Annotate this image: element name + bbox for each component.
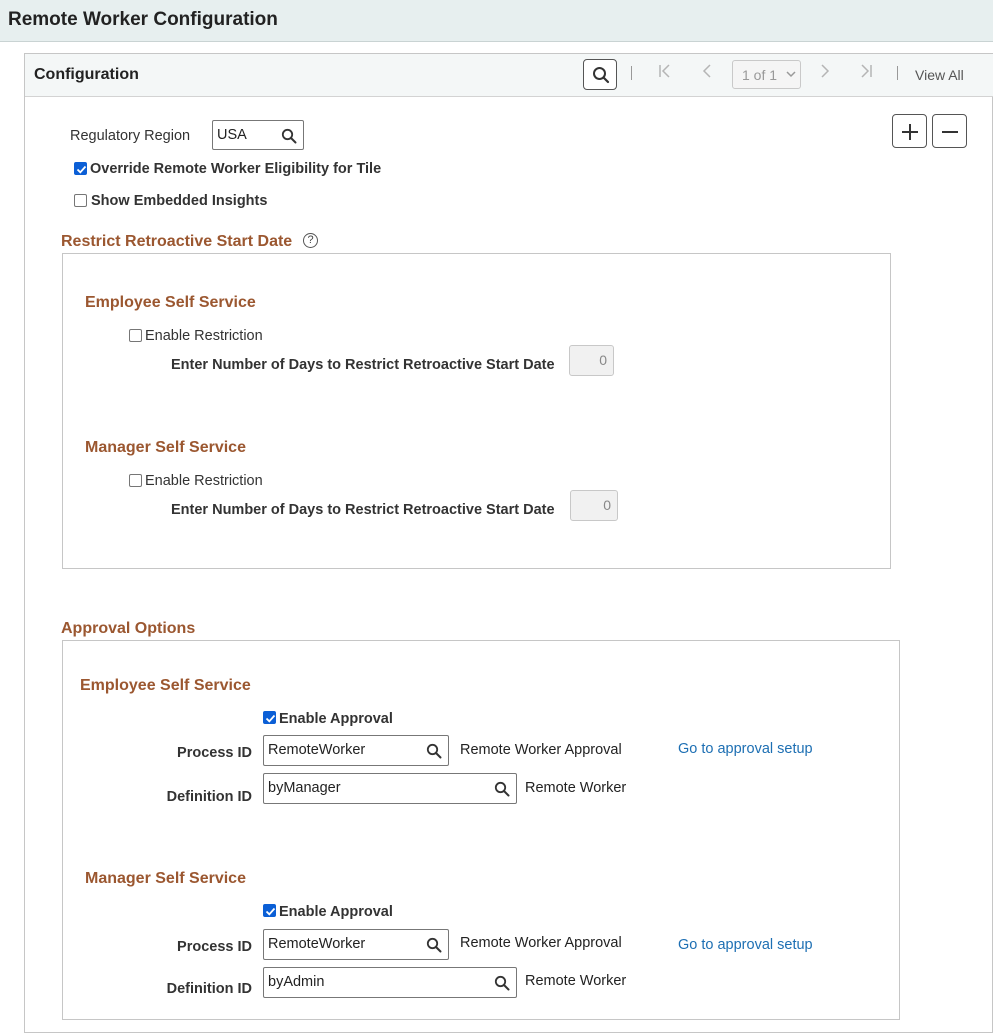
delete-row-button[interactable] [932, 114, 967, 148]
ess-definition-id-input[interactable] [263, 773, 517, 804]
ess-days-label: Enter Number of Days to Restrict Retroactive Start Date [171, 357, 555, 373]
checkmark-icon [265, 713, 276, 724]
mss-process-description: Remote Worker Approval [460, 935, 622, 951]
mss-days-input[interactable] [570, 490, 618, 521]
add-row-button[interactable] [892, 114, 927, 148]
search-icon[interactable] [426, 937, 442, 953]
restrict-mss-title: Manager Self Service [85, 439, 246, 456]
mss-process-id-input[interactable] [263, 929, 449, 960]
last-page-icon[interactable] [859, 64, 873, 82]
checkmark-icon [265, 906, 276, 917]
ess-enable-restriction-label: Enable Restriction [145, 328, 263, 344]
ess-process-id-value: RemoteWorker [268, 742, 366, 758]
mss-enable-approval-checkbox[interactable] [263, 904, 276, 917]
minus-icon [941, 123, 959, 141]
approval-section-title: Approval Options [61, 620, 196, 637]
panel-header [25, 54, 993, 97]
mss-days-label: Enter Number of Days to Restrict Retroactive Start Date [171, 502, 555, 518]
toolbar-separator [897, 66, 898, 80]
mss-enable-restriction-checkbox[interactable] [129, 474, 142, 487]
search-icon[interactable] [494, 975, 510, 991]
view-all-link[interactable]: View All [915, 67, 964, 83]
ess-definition-id-label: Definition ID [166, 789, 252, 805]
previous-page-icon[interactable] [702, 64, 712, 82]
restrict-ess-title: Employee Self Service [85, 294, 256, 311]
search-icon[interactable] [281, 128, 297, 144]
next-page-icon[interactable] [820, 64, 830, 82]
mss-enable-approval-label: Enable Approval [279, 904, 393, 920]
mss-process-id-value: RemoteWorker [268, 936, 366, 952]
ess-days-input[interactable] [569, 345, 614, 376]
override-eligibility-checkbox[interactable] [74, 162, 87, 175]
page-title: Remote Worker Configuration [8, 9, 278, 30]
ess-enable-restriction-checkbox[interactable] [129, 329, 142, 342]
mss-process-id-label: Process ID [177, 939, 252, 955]
ess-process-id-label: Process ID [177, 745, 252, 761]
ess-definition-description: Remote Worker [525, 780, 627, 796]
page-select[interactable] [732, 60, 801, 89]
find-button[interactable] [583, 59, 617, 90]
ess-process-id-input[interactable] [263, 735, 449, 766]
chevron-down-icon [786, 71, 796, 78]
regulatory-region-value: USA [217, 127, 247, 143]
ess-approval-setup-link[interactable]: Go to approval setup [678, 741, 813, 757]
help-icon[interactable]: ? [303, 233, 318, 248]
ess-enable-approval-checkbox[interactable] [263, 711, 276, 724]
plus-icon [901, 123, 919, 141]
mss-definition-id-label: Definition ID [166, 981, 252, 997]
search-icon[interactable] [426, 743, 442, 759]
show-insights-checkbox[interactable] [74, 194, 87, 207]
ess-process-description: Remote Worker Approval [460, 742, 622, 758]
first-page-icon[interactable] [658, 64, 672, 82]
checkmark-icon [76, 164, 87, 175]
approval-mss-title: Manager Self Service [85, 870, 246, 887]
override-eligibility-label: Override Remote Worker Eligibility for Tile [90, 161, 382, 177]
approval-ess-title: Employee Self Service [80, 677, 251, 694]
show-insights-label: Show Embedded Insights [91, 193, 268, 209]
panel-title: Configuration [34, 66, 139, 83]
page-select-value: 1 of 1 [742, 67, 778, 83]
restrict-section-title: Restrict Retroactive Start Date [61, 233, 293, 250]
mss-definition-id-value: byAdmin [268, 974, 325, 990]
ess-definition-id-value: byManager [268, 780, 341, 796]
mss-definition-id-input[interactable] [263, 967, 517, 998]
ess-days-value: 0 [599, 352, 607, 368]
mss-enable-restriction-label: Enable Restriction [145, 473, 263, 489]
search-icon [592, 66, 610, 84]
regulatory-region-input[interactable] [212, 120, 304, 150]
mss-days-value: 0 [603, 497, 611, 513]
search-icon[interactable] [494, 781, 510, 797]
regulatory-region-label: Regulatory Region [70, 128, 191, 144]
toolbar-separator [631, 66, 632, 80]
mss-approval-setup-link[interactable]: Go to approval setup [678, 937, 813, 953]
ess-enable-approval-label: Enable Approval [279, 711, 393, 727]
approval-group-box [62, 640, 900, 1020]
mss-definition-description: Remote Worker [525, 973, 627, 989]
